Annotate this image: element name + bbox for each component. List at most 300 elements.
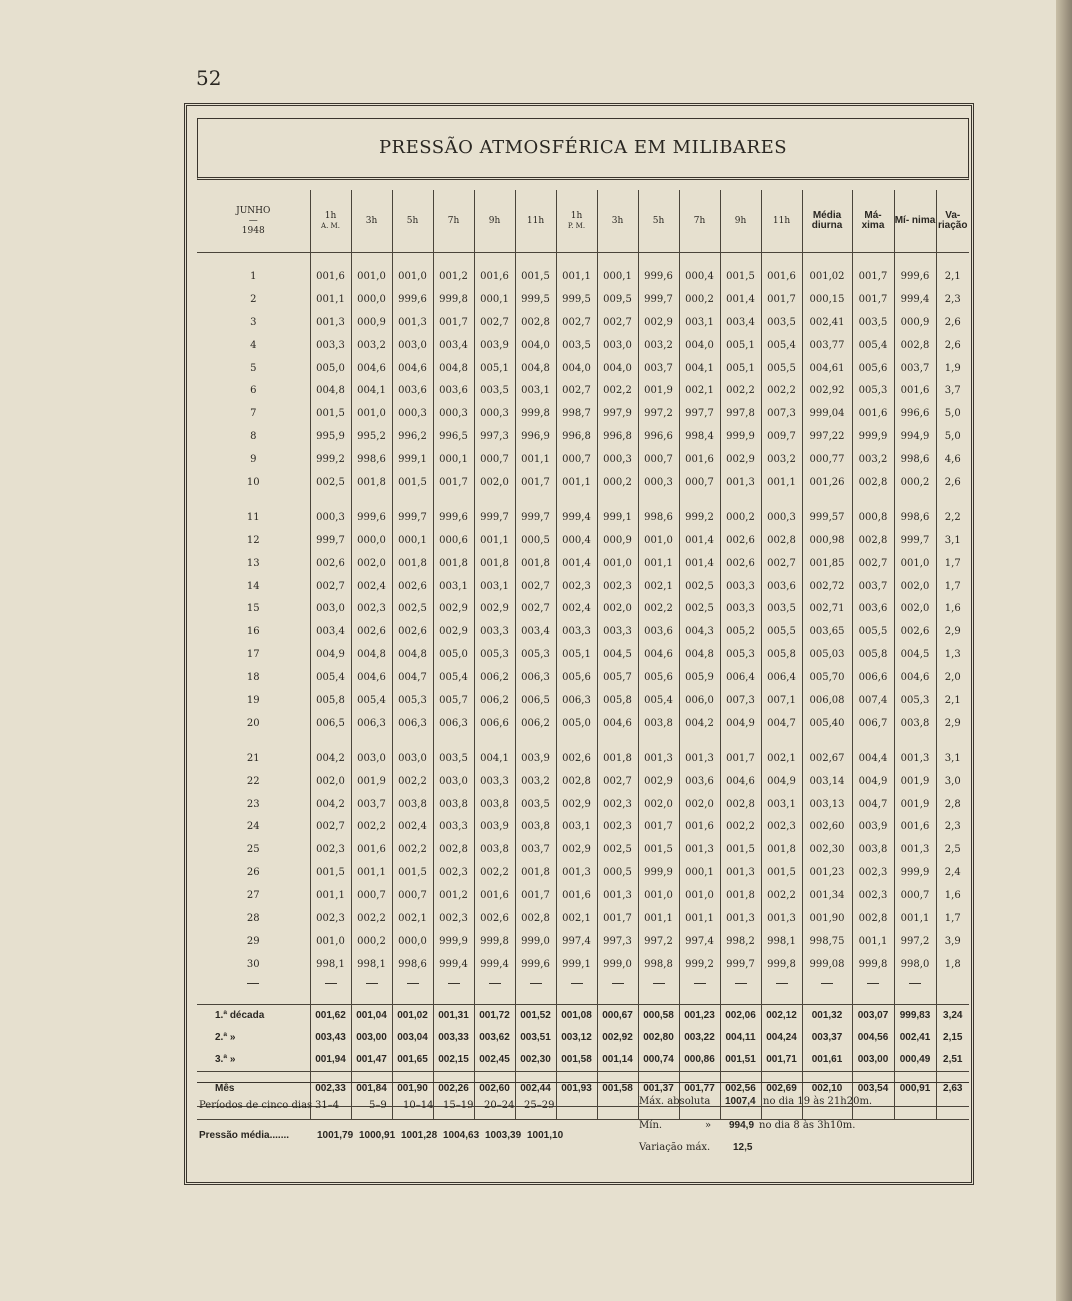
value-cell: 001,6: [679, 815, 720, 838]
value-cell: [515, 253, 556, 266]
value-cell: 006,6: [474, 712, 515, 735]
value-cell: 998,75: [802, 930, 852, 953]
value-cell: 999,8: [433, 288, 474, 311]
value-cell: 005,3: [720, 643, 761, 666]
value-cell: 003,6: [761, 575, 802, 598]
value-cell: 005,1: [720, 357, 761, 380]
value-cell: 002,7: [597, 770, 638, 793]
value-cell: 999,1: [556, 953, 597, 976]
value-cell: 001,90: [802, 907, 852, 930]
value-cell: 001,9: [638, 379, 679, 402]
value-cell: 001,0: [679, 884, 720, 907]
value-cell: 006,3: [515, 666, 556, 689]
value-cell: 999,83: [894, 1004, 936, 1027]
value-cell: 004,9: [761, 770, 802, 793]
value-cell: 999,7: [638, 288, 679, 311]
value-cell: 003,5: [852, 311, 894, 334]
table-row: [197, 311, 969, 334]
value-cell: 001,0: [392, 265, 433, 288]
value-cell: 000,86: [679, 1049, 720, 1072]
value-cell: 004,2: [310, 747, 351, 770]
value-cell: [474, 735, 515, 747]
value-cell: 001,1: [310, 884, 351, 907]
table-row: [197, 770, 969, 793]
row-label: 16: [246, 626, 260, 638]
value-cell: 004,6: [720, 770, 761, 793]
row-label: 2.ª »: [215, 1032, 236, 1044]
value-cell: 002,8: [852, 471, 894, 494]
value-cell: 003,8: [392, 793, 433, 816]
value-cell: 000,58: [638, 1004, 679, 1027]
value-cell: 001,4: [720, 288, 761, 311]
value-cell: 002,2: [638, 597, 679, 620]
value-cell: 998,0: [894, 953, 936, 976]
value-cell: 001,04: [351, 1004, 392, 1027]
row-label: 24: [246, 821, 260, 833]
value-cell: [310, 253, 351, 266]
value-cell: 000,2: [720, 506, 761, 529]
value-cell: 2,9: [936, 620, 969, 643]
table-row: [197, 643, 969, 666]
value-cell: 001,8: [515, 861, 556, 884]
row-label: 10: [246, 476, 260, 488]
value-cell: 999,7: [515, 506, 556, 529]
value-cell: [761, 992, 802, 1005]
value-cell: 005,4: [638, 689, 679, 712]
row-label: 5: [250, 362, 257, 374]
value-cell: 002,2: [761, 379, 802, 402]
value-cell: 003,2: [515, 770, 556, 793]
value-cell: 999,7: [392, 506, 433, 529]
value-cell: 003,8: [515, 815, 556, 838]
value-cell: 005,3: [515, 643, 556, 666]
value-cell: 997,2: [638, 402, 679, 425]
value-cell: 004,5: [597, 643, 638, 666]
value-cell: 000,1: [392, 529, 433, 552]
value-cell: 997,3: [597, 930, 638, 953]
value-cell: [310, 735, 351, 747]
value-cell: 001,5: [392, 471, 433, 494]
value-cell: 002,1: [392, 907, 433, 930]
value-cell: 001,31: [433, 1004, 474, 1027]
value-cell: [433, 992, 474, 1005]
value-cell: 001,3: [761, 907, 802, 930]
value-cell: 999,2: [679, 953, 720, 976]
value-cell: 001,3: [720, 471, 761, 494]
row-label: 21: [246, 752, 260, 764]
value-cell: 005,9: [679, 666, 720, 689]
value-cell: 005,0: [433, 643, 474, 666]
value-cell: 005,7: [597, 666, 638, 689]
value-cell: 000,2: [597, 471, 638, 494]
meridiem-label: A. M.: [321, 222, 340, 230]
value-cell: 996,5: [433, 425, 474, 448]
value-cell: 004,5: [894, 643, 936, 666]
value-cell: 001,7: [515, 471, 556, 494]
value-cell: 003,2: [852, 448, 894, 471]
row-label: Mês: [197, 1071, 310, 1106]
value-cell: 002,41: [802, 311, 852, 334]
table-row: [197, 448, 969, 471]
value-cell: [474, 253, 515, 266]
value-cell: 001,6: [894, 379, 936, 402]
value-cell: 005,5: [761, 620, 802, 643]
value-cell: 001,58: [556, 1049, 597, 1072]
summary-row: [197, 1049, 969, 1072]
value-cell: 000,2: [679, 288, 720, 311]
value-cell: 5,0: [936, 425, 969, 448]
value-cell: 002,6: [392, 620, 433, 643]
value-cell: 001,1: [515, 448, 556, 471]
value-cell: 1,6: [936, 884, 969, 907]
value-cell: 998,8: [638, 953, 679, 976]
value-cell: 009,5: [597, 288, 638, 311]
value-cell: 997,7: [679, 402, 720, 425]
value-cell: [720, 494, 761, 506]
hour-label: 1h: [324, 211, 337, 221]
value-cell: 001,8: [351, 471, 392, 494]
row-label: 1: [250, 270, 257, 282]
value-cell: 001,14: [597, 1049, 638, 1072]
dash-cell: [197, 976, 310, 992]
value-cell: 004,1: [351, 379, 392, 402]
value-cell: 002,2: [392, 838, 433, 861]
row-label: 15: [246, 603, 260, 615]
value-cell: 005,8: [852, 643, 894, 666]
value-cell: 999,0: [515, 930, 556, 953]
value-cell: 005,8: [310, 689, 351, 712]
value-cell: 002,2: [761, 884, 802, 907]
value-cell: 000,0: [392, 930, 433, 953]
value-cell: 002,8: [852, 907, 894, 930]
value-cell: 002,0: [351, 552, 392, 575]
value-cell: 005,40: [802, 712, 852, 735]
value-cell: 001,3: [597, 884, 638, 907]
meridiem-label: P. M.: [567, 222, 586, 230]
value-cell: 005,5: [852, 620, 894, 643]
value-cell: 002,2: [597, 379, 638, 402]
table-row: [197, 379, 969, 402]
value-cell: 001,71: [761, 1049, 802, 1072]
value-cell: 004,3: [679, 620, 720, 643]
value-cell: 005,8: [597, 689, 638, 712]
hour-label: 7h: [447, 216, 460, 226]
value-cell: 000,2: [894, 471, 936, 494]
period-4: 15–19: [443, 1100, 474, 1111]
value-cell: 001,6: [310, 265, 351, 288]
value-cell: 001,1: [556, 265, 597, 288]
value-cell: 003,8: [433, 793, 474, 816]
value-cell: 001,4: [679, 529, 720, 552]
value-cell: [556, 992, 597, 1005]
value-cell: 002,80: [638, 1027, 679, 1049]
value-cell: [351, 494, 392, 506]
value-cell: 005,4: [351, 689, 392, 712]
value-cell: 002,6: [310, 552, 351, 575]
value-cell: [679, 735, 720, 747]
value-cell: 002,72: [802, 575, 852, 598]
value-cell: 000,0: [351, 529, 392, 552]
value-cell: [894, 992, 936, 1005]
value-cell: 000,3: [392, 402, 433, 425]
value-cell: 002,45: [474, 1049, 515, 1072]
table-row: [197, 575, 969, 598]
row-label: 3: [250, 316, 257, 328]
value-cell: 003,2: [351, 334, 392, 357]
value-cell: 999,8: [852, 953, 894, 976]
value-cell: 006,0: [679, 689, 720, 712]
row-label: 9: [250, 454, 257, 466]
value-cell: 003,8: [852, 838, 894, 861]
value-cell: 001,6: [894, 815, 936, 838]
value-cell: 004,8: [433, 357, 474, 380]
value-cell: 999,6: [515, 953, 556, 976]
value-cell: [392, 253, 433, 266]
value-cell: [515, 494, 556, 506]
year-label: 1948: [241, 226, 265, 236]
value-cell: 997,22: [802, 425, 852, 448]
value-cell: [433, 494, 474, 506]
value-cell: 1,7: [936, 552, 969, 575]
dash-cell: [597, 976, 638, 992]
value-cell: 003,04: [392, 1027, 433, 1049]
value-cell: 002,60: [802, 815, 852, 838]
value-cell: 001,3: [720, 907, 761, 930]
value-cell: 003,51: [515, 1027, 556, 1049]
value-cell: 001,6: [351, 838, 392, 861]
value-cell: 997,2: [638, 930, 679, 953]
value-cell: 2,2: [936, 506, 969, 529]
value-cell: 005,3: [474, 643, 515, 666]
value-cell: 005,1: [474, 357, 515, 380]
row-label: [197, 253, 310, 266]
table-row: [197, 597, 969, 620]
value-cell: 005,0: [556, 712, 597, 735]
value-cell: 000,77: [802, 448, 852, 471]
value-cell: 003,7: [852, 575, 894, 598]
value-cell: 2,9: [936, 712, 969, 735]
value-cell: 999,0: [597, 953, 638, 976]
value-cell: 999,6: [433, 506, 474, 529]
dash-cell: [474, 976, 515, 992]
value-cell: 002,2: [392, 770, 433, 793]
value-cell: [556, 735, 597, 747]
row-label: 2: [250, 293, 257, 305]
value-cell: [761, 494, 802, 506]
value-cell: 006,3: [433, 712, 474, 735]
value-cell: 002,9: [556, 793, 597, 816]
dash-mark: [247, 983, 259, 984]
value-cell: 999,7: [310, 529, 351, 552]
value-cell: [638, 253, 679, 266]
value-cell: 000,15: [802, 288, 852, 311]
value-cell: 999,6: [638, 265, 679, 288]
row-label: 30: [246, 958, 260, 970]
value-cell: 003,65: [802, 620, 852, 643]
value-cell: 002,3: [556, 575, 597, 598]
value-cell: 006,3: [351, 712, 392, 735]
value-cell: [597, 253, 638, 266]
min-value: 994,9: [729, 1120, 755, 1131]
value-cell: 000,7: [638, 448, 679, 471]
value-cell: 998,1: [310, 953, 351, 976]
value-cell: 999,1: [392, 448, 433, 471]
value-cell: 002,5: [597, 838, 638, 861]
value-cell: 003,6: [392, 379, 433, 402]
value-cell: [597, 735, 638, 747]
value-cell: 003,0: [310, 597, 351, 620]
value-cell: [679, 992, 720, 1005]
value-cell: 002,7: [515, 575, 556, 598]
hour-label: 9h: [488, 216, 501, 226]
value-cell: [474, 992, 515, 1005]
value-cell: 2,3: [936, 815, 969, 838]
value-cell: 000,1: [679, 861, 720, 884]
value-cell: 005,3: [894, 689, 936, 712]
value-cell: 001,7: [852, 288, 894, 311]
dash-mark: [653, 983, 665, 984]
table-header: [197, 190, 969, 253]
value-cell: [894, 494, 936, 506]
value-cell: 996,6: [894, 402, 936, 425]
value-cell: 002,44: [515, 1071, 556, 1106]
value-cell: 003,0: [351, 747, 392, 770]
value-cell: 002,0: [894, 597, 936, 620]
value-cell: 999,8: [474, 930, 515, 953]
hour-label: 9h: [734, 216, 747, 226]
value-cell: 005,0: [310, 357, 351, 380]
page-title: PRESSÃO ATMOSFÉRICA EM MILIBARES: [197, 118, 969, 180]
value-cell: 001,52: [515, 1004, 556, 1027]
value-cell: 003,9: [474, 334, 515, 357]
value-cell: 002,7: [474, 311, 515, 334]
value-cell: 002,1: [679, 379, 720, 402]
value-cell: 004,8: [679, 643, 720, 666]
value-cell: 997,4: [556, 930, 597, 953]
value-cell: 002,7: [556, 379, 597, 402]
value-cell: 003,3: [720, 597, 761, 620]
row-label: 14: [246, 580, 260, 592]
value-cell: 001,1: [679, 907, 720, 930]
value-cell: 001,7: [638, 815, 679, 838]
dash-mark: [489, 983, 501, 984]
value-cell: 001,6: [679, 448, 720, 471]
value-cell: 003,3: [474, 620, 515, 643]
hour-header: [720, 190, 761, 253]
value-cell: 007,3: [761, 402, 802, 425]
value-cell: 004,8: [392, 643, 433, 666]
table-row: [197, 838, 969, 861]
value-cell: 004,2: [679, 712, 720, 735]
value-cell: 003,8: [474, 838, 515, 861]
value-cell: 005,5: [761, 357, 802, 380]
table-row: [197, 529, 969, 552]
value-cell: 001,3: [638, 747, 679, 770]
value-cell: 001,1: [638, 552, 679, 575]
table-row: [197, 907, 969, 930]
value-cell: 998,1: [761, 930, 802, 953]
dash-mark: [407, 983, 419, 984]
value-cell: 3,7: [936, 379, 969, 402]
value-cell: 003,5: [761, 597, 802, 620]
period-2: 5–9: [369, 1100, 387, 1111]
value-cell: 000,1: [474, 288, 515, 311]
dash-mark: [612, 983, 624, 984]
min-ditto: »: [705, 1120, 712, 1131]
value-cell: 000,1: [433, 448, 474, 471]
value-cell: 001,8: [597, 747, 638, 770]
value-cell: 001,0: [638, 529, 679, 552]
value-cell: 004,0: [556, 357, 597, 380]
value-cell: 002,8: [894, 334, 936, 357]
value-cell: 001,23: [679, 1004, 720, 1027]
value-cell: 003,5: [556, 334, 597, 357]
value-cell: 003,3: [556, 620, 597, 643]
row-label: 7: [250, 408, 257, 420]
value-cell: 003,07: [852, 1004, 894, 1027]
value-cell: 999,9: [433, 930, 474, 953]
value-cell: 004,11: [720, 1027, 761, 1049]
value-cell: 3,9: [936, 930, 969, 953]
value-cell: 001,6: [474, 884, 515, 907]
row-label: 26: [246, 867, 260, 879]
value-cell: 001,02: [392, 1004, 433, 1027]
period-1: 31–4: [315, 1100, 340, 1111]
value-cell: 999,4: [894, 288, 936, 311]
row-label: 29: [246, 935, 260, 947]
value-cell: 3,1: [936, 529, 969, 552]
value-cell: 003,5: [433, 747, 474, 770]
value-cell: 000,74: [638, 1049, 679, 1072]
value-cell: 003,0: [392, 747, 433, 770]
value-cell: 002,9: [638, 311, 679, 334]
value-cell: 996,8: [597, 425, 638, 448]
value-cell: 000,67: [597, 1004, 638, 1027]
value-cell: 999,6: [351, 506, 392, 529]
value-cell: 2,0: [936, 666, 969, 689]
dash-cell: [351, 976, 392, 992]
value-cell: 000,7: [556, 448, 597, 471]
value-cell: 002,1: [761, 747, 802, 770]
value-cell: 007,3: [720, 689, 761, 712]
value-cell: 004,8: [310, 379, 351, 402]
value-cell: 999,4: [474, 953, 515, 976]
value-cell: 001,3: [894, 838, 936, 861]
value-cell: 000,6: [433, 529, 474, 552]
value-cell: 003,3: [474, 770, 515, 793]
value-cell: 000,7: [392, 884, 433, 907]
value-cell: 003,62: [474, 1027, 515, 1049]
value-cell: 001,0: [597, 552, 638, 575]
value-cell: 003,1: [433, 575, 474, 598]
value-cell: 994,9: [894, 425, 936, 448]
value-cell: 999,9: [852, 425, 894, 448]
value-cell: 2,6: [936, 471, 969, 494]
value-cell: [638, 494, 679, 506]
value-cell: [720, 992, 761, 1005]
value-cell: 002,2: [720, 379, 761, 402]
dash-row: [197, 976, 969, 992]
value-cell: 001,7: [433, 471, 474, 494]
value-cell: [433, 253, 474, 266]
value-cell: 002,6: [474, 907, 515, 930]
table-row: [197, 471, 969, 494]
max-label: Máx. absoluta: [639, 1096, 711, 1107]
value-cell: 1,7: [936, 907, 969, 930]
value-cell: 003,0: [392, 334, 433, 357]
value-cell: 999,5: [556, 288, 597, 311]
value-cell: 999,5: [515, 288, 556, 311]
